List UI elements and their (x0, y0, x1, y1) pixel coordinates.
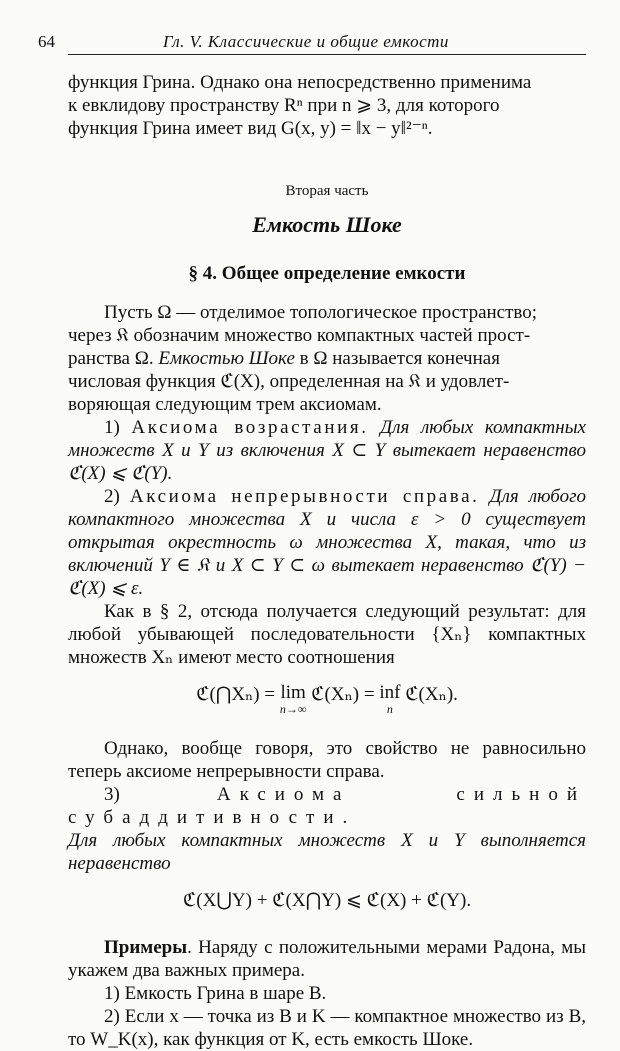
inf-label: inf (379, 682, 401, 703)
term-choquet-capacity: Емкостью Шоке (158, 348, 295, 369)
definition-line-1: Пусть Ω — отделимое топологическое пространство; (104, 302, 538, 323)
axiom-2-number: 2) (104, 486, 130, 507)
formula-subadditivity: ℭ(X⋃Y) + ℭ(X⋂Y) ⩽ ℭ(X) + ℭ(Y). (182, 890, 472, 911)
examples-text: . Наряду с положительными мерами Радона, мы укажем два важных примера. (68, 937, 586, 981)
axiom-2-name: Аксиома непрерывности справа. (129, 486, 480, 507)
example-1: 1) Емкость Грина в шаре B. (104, 983, 327, 1004)
inf-subscript: n (386, 702, 393, 716)
intro-line-1: функция Грина. Однако она непосредственно применима (68, 72, 532, 93)
lim-operator (280, 683, 307, 715)
axiom-3-name: Аксиома сильной субаддитивности. (68, 784, 586, 828)
formula-limit-left: ℭ(⋂Xₙ) = (196, 684, 280, 705)
axiom-2 (68, 485, 586, 600)
axiom-1-name: Аксиома возрастания. (131, 417, 369, 438)
definition-line-4: числовая функция ℭ(X), определенная на 𝔎 и удовлет- (68, 371, 510, 392)
examples-paragraph (68, 936, 586, 982)
consequence-paragraph: Как в § 2, отсюда получается следующий результат: для любой убывающей последовательности {Xₙ} компактных множеств Xₙ имеют место соотношения (68, 601, 586, 668)
intro-line-3: функция Грина имеет вид G(x, y) = ‖x − y‖²⁻ⁿ. (68, 118, 433, 139)
intro-line-2: к евклидову пространству Rⁿ при n ⩾ 3, для которого (68, 95, 500, 116)
section-title: § 4. Общее определение емкости (188, 263, 466, 284)
formula-limit-right: ℭ(Xₙ). (400, 684, 458, 705)
axiom-1-text: Для любых компактных множеств X и Y из включения X ⊂ Y вытекает неравенство ℭ(X) ⩽ ℭ(Y). (68, 417, 586, 484)
axiom-3-text: Для любых компактных множеств X и Y выполняется неравенство (68, 830, 586, 874)
definition-line-5: воряющая следующим трем аксиомам. (68, 394, 382, 415)
remark-paragraph: Однако, вообще говоря, это свойство не равносильно теперь аксиоме непрерывности справа. (68, 738, 586, 782)
axiom-1-number: 1) (104, 417, 132, 438)
axiom-2-text: Для любого компактного множества X и числа ε > 0 существует открытая окрестность ω множества X, такая, что из включений Y ∈ 𝔎 и X ⊂ Y ⊂ ω вытекает неравенство ℭ(Y) − ℭ(X) ⩽ ε. (68, 486, 586, 599)
formula-limit-mid: ℭ(Xₙ) = (306, 684, 380, 705)
lim-label: lim (280, 682, 306, 703)
page (38, 30, 586, 1051)
part-subtitle: Вторая часть (285, 183, 369, 199)
lim-subscript: n→∞ (279, 702, 307, 716)
examples-label: Примеры (104, 937, 188, 958)
example-2: 2) Если x — точка из B и K — компактное множество из B, то W_K(x), как функция от K, есть емкость Шоке. (68, 1006, 586, 1050)
running-title: Гл. V. Классические и общие емкости (163, 32, 449, 51)
axiom-1 (68, 416, 586, 485)
page-number: 64 (38, 32, 55, 51)
axiom-3-number: 3) (104, 784, 217, 805)
inf-operator (379, 683, 400, 715)
part-title: Емкость Шоке (252, 212, 402, 237)
definition-line-3 (68, 347, 586, 370)
formula-limit (68, 683, 586, 715)
running-header (38, 30, 586, 55)
definition-text: в Ω называется конечная (294, 348, 500, 369)
definition-line-2: через 𝔎 обозначим множество компактных частей прост- (68, 325, 531, 346)
page-body (68, 71, 586, 1051)
definition-text: ранства Ω. (68, 348, 159, 369)
axiom-3-heading (68, 783, 586, 829)
